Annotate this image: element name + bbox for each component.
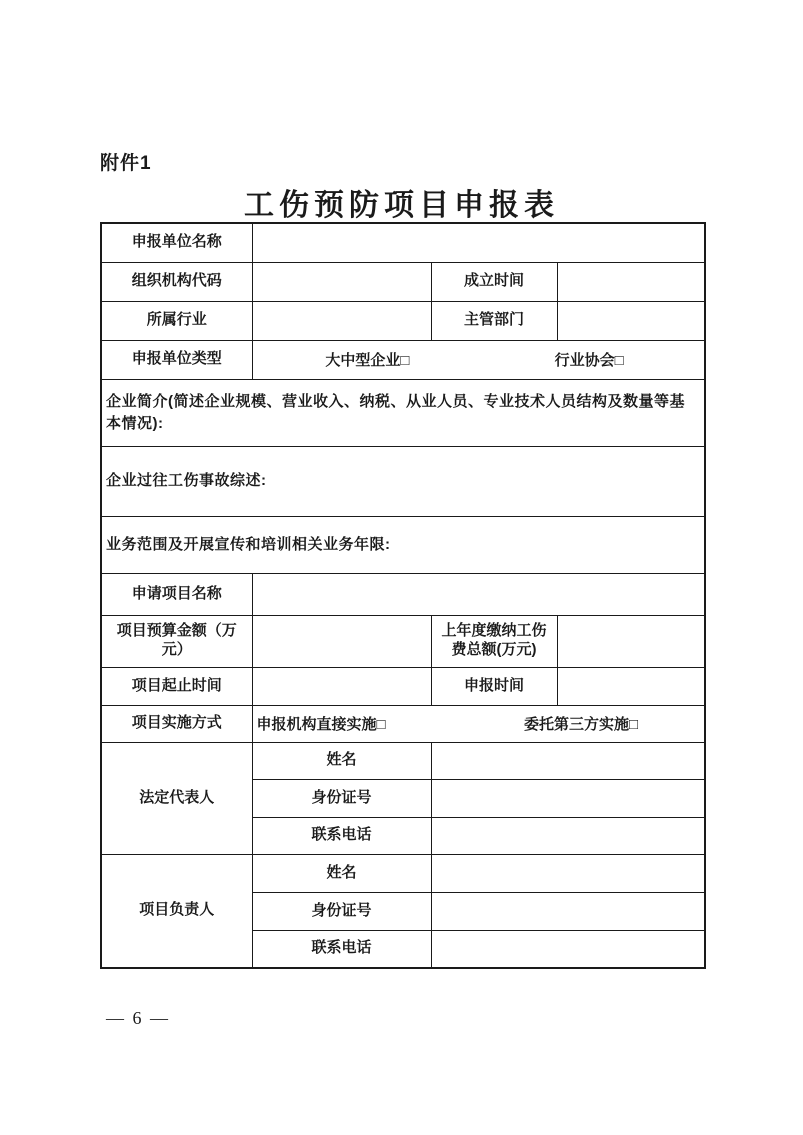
legal-rep-id-field[interactable] bbox=[431, 779, 705, 817]
table-row bbox=[101, 301, 705, 340]
table-row bbox=[101, 446, 705, 516]
project-name-label: 申请项目名称 bbox=[101, 573, 252, 615]
unit-type-label: 申报单位类型 bbox=[101, 340, 252, 379]
company-profile-cell[interactable]: 企业简介(简述企业规模、营业收入、纳税、从业人员、专业技术人员结构及数量等基本情况): bbox=[101, 379, 705, 446]
project-period-field[interactable] bbox=[252, 667, 431, 705]
org-code-field[interactable] bbox=[252, 262, 431, 301]
page-title: 工伤预防项目申报表 bbox=[244, 189, 559, 222]
project-period-label: 项目起止时间 bbox=[101, 667, 252, 705]
table-row bbox=[101, 516, 705, 573]
apply-date-label: 申报时间 bbox=[431, 667, 557, 705]
project-manager-id-label: 身份证号 bbox=[252, 892, 431, 930]
table-row bbox=[101, 742, 705, 779]
legal-rep-phone-field[interactable] bbox=[431, 817, 705, 854]
table-row bbox=[101, 379, 705, 446]
table-row bbox=[101, 615, 705, 667]
last-year-fee-field[interactable] bbox=[557, 615, 705, 667]
implement-option-third-party-checkbox[interactable]: 委托第三方实施□ bbox=[523, 716, 639, 733]
org-code-label: 组织机构代码 bbox=[101, 262, 252, 301]
dept-field[interactable] bbox=[557, 301, 705, 340]
budget-field[interactable] bbox=[252, 615, 431, 667]
industry-label: 所属行业 bbox=[101, 301, 252, 340]
implement-mode-label: 项目实施方式 bbox=[101, 705, 252, 742]
accident-history-cell[interactable]: 企业过往工伤事故综述: bbox=[101, 446, 705, 516]
establish-date-field[interactable] bbox=[557, 262, 705, 301]
table-row bbox=[101, 340, 705, 379]
apply-date-field[interactable] bbox=[557, 667, 705, 705]
application-form-table bbox=[100, 222, 706, 969]
table-row bbox=[101, 854, 705, 892]
establish-date-label: 成立时间 bbox=[431, 262, 557, 301]
last-year-fee-label: 上年度缴纳工伤费总额(万元) bbox=[431, 615, 557, 667]
page-number: — 6 — bbox=[106, 1008, 170, 1028]
unit-type-option-assoc-checkbox[interactable]: 行业协会□ bbox=[554, 352, 624, 369]
project-manager-phone-field[interactable] bbox=[431, 930, 705, 968]
legal-rep-label: 法定代表人 bbox=[101, 742, 252, 854]
legal-rep-name-field[interactable] bbox=[431, 742, 705, 779]
business-scope-cell[interactable]: 业务范围及开展宣传和培训相关业务年限: bbox=[101, 516, 705, 573]
industry-field[interactable] bbox=[252, 301, 431, 340]
table-row bbox=[101, 705, 705, 742]
project-manager-phone-label: 联系电话 bbox=[252, 930, 431, 968]
project-manager-label: 项目负责人 bbox=[101, 854, 252, 968]
legal-rep-phone-label: 联系电话 bbox=[252, 817, 431, 854]
implement-options-cell bbox=[252, 705, 705, 742]
budget-label: 项目预算金额（万元） bbox=[101, 615, 252, 667]
unit-name-field[interactable] bbox=[252, 223, 705, 262]
legal-rep-id-label: 身份证号 bbox=[252, 779, 431, 817]
unit-type-option-large-checkbox[interactable]: 大中型企业□ bbox=[325, 352, 410, 369]
dept-label: 主管部门 bbox=[431, 301, 557, 340]
unit-type-options-cell bbox=[252, 340, 705, 379]
project-manager-name-field[interactable] bbox=[431, 854, 705, 892]
table-row bbox=[101, 573, 705, 615]
legal-rep-name-label: 姓名 bbox=[252, 742, 431, 779]
attachment-label: 附件1 bbox=[100, 153, 152, 174]
table-row bbox=[101, 262, 705, 301]
project-manager-id-field[interactable] bbox=[431, 892, 705, 930]
project-name-field[interactable] bbox=[252, 573, 705, 615]
table-row bbox=[101, 223, 705, 262]
project-manager-name-label: 姓名 bbox=[252, 854, 431, 892]
unit-name-label: 申报单位名称 bbox=[101, 223, 252, 262]
table-row bbox=[101, 667, 705, 705]
implement-option-direct-checkbox[interactable]: 申报机构直接实施□ bbox=[256, 716, 386, 733]
